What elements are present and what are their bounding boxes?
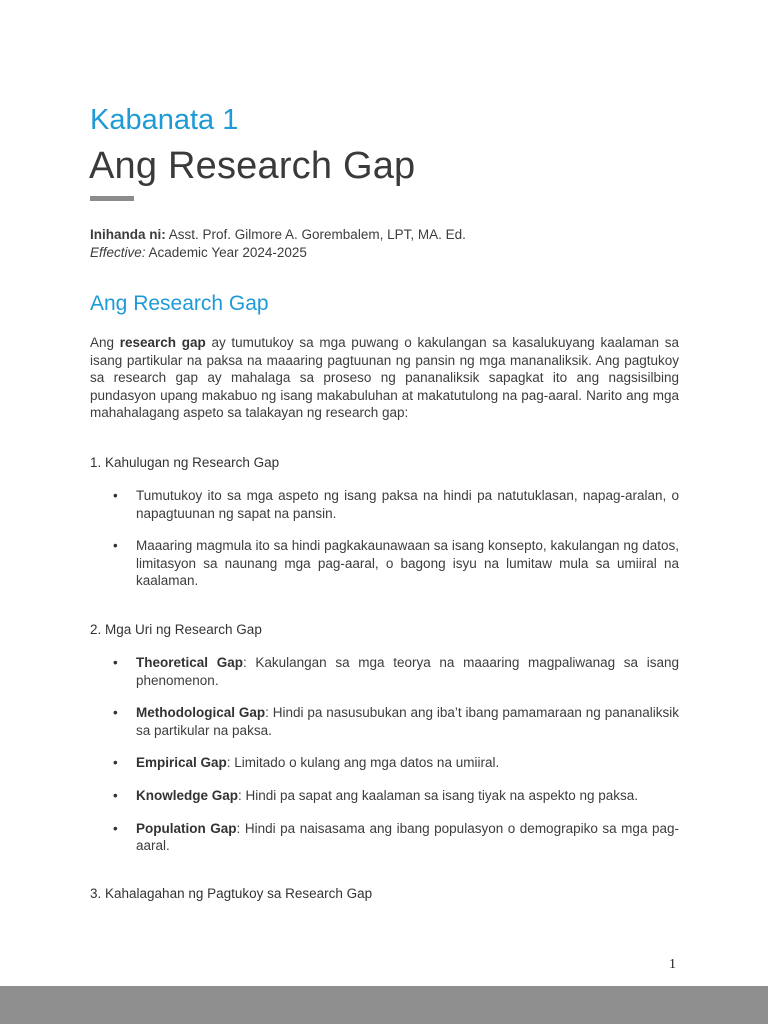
bullet-icon: •	[113, 755, 118, 771]
intro-post: ay tumutukoy sa mga puwang o kakulangan sa kasalukuyang kaalaman sa isang partikular na paksa na maaaring pagtuunan ng pansin ng mga mananaliksik. Ang pagtukoy sa research gap ay mahalaga sa proseso ng pananaliksik sapagkat ito ang nagsisilbing pundasyon upang makabuo ng isang makabuluhan at makatutulong na pag-aaral. Narito ang mga mahahalagang aspeto sa talakayan ng research gap:	[90, 335, 679, 421]
intro-term: research gap	[119, 335, 206, 350]
list-item	[113, 487, 679, 522]
chapter-label: Kabanata 1	[90, 104, 239, 136]
list-item-term: Theoretical Gap	[136, 655, 243, 670]
bullet-icon: •	[113, 820, 118, 836]
list-item-text: Maaaring magmula ito sa hindi pagkakaunawaan sa isang konsepto, kakulangan ng datos, limitasyon sa naunang mga pag-aaral, o bagong isyu na lumitaw mula sa umiiral na kaalaman.	[136, 538, 679, 589]
list-item	[113, 754, 679, 772]
list-item	[113, 704, 679, 739]
title-underline	[90, 196, 134, 201]
list-item-term: Methodological Gap	[136, 705, 266, 721]
list-item-term: Empirical Gap	[136, 755, 227, 771]
bullet-icon: •	[113, 655, 118, 670]
list-item	[113, 787, 679, 805]
subheading-kahulugan: 1. Kahulugan ng Research Gap	[90, 455, 280, 470]
bullet-icon: •	[113, 488, 118, 503]
subheading-kahalagahan: 3. Kahalagahan ng Pagtukoy sa Research Gap	[90, 886, 373, 901]
bullet-list-kahulugan	[113, 487, 679, 590]
bullet-list-mga-uri	[113, 654, 680, 855]
list-item	[113, 820, 680, 855]
list-item-text: : Hindi pa sapat ang kaalaman sa isang tiyak na aspekto ng paksa.	[238, 787, 639, 803]
list-item-term: Knowledge Gap	[136, 787, 239, 803]
list-item-text: Tumutukoy ito sa mga aspeto ng isang paksa na hindi pa natutuklasan, napag-aralan, o napagtuunan ng sapat na pansin.	[136, 488, 679, 521]
intro-pre: Ang	[90, 335, 120, 350]
list-item-term: Population Gap	[136, 820, 237, 836]
list-item	[113, 654, 679, 689]
effective-line	[90, 245, 307, 260]
prepared-by-line	[90, 227, 466, 242]
prepared-by-value: Asst. Prof. Gilmore A. Gorembalem, LPT, MA. Ed.	[165, 227, 466, 242]
effective-value: Academic Year 2024-2025	[145, 245, 307, 260]
footer-bar	[0, 986, 768, 1024]
subheading-mga-uri: 2. Mga Uri ng Research Gap	[90, 622, 262, 637]
prepared-by-label: Inihanda ni:	[90, 227, 166, 242]
bullet-icon: •	[113, 705, 118, 721]
list-item-text: : Limitado o kulang ang mga datos na umiiral.	[226, 755, 500, 771]
bullet-icon: •	[113, 787, 118, 803]
list-item	[113, 537, 679, 590]
section-title: Ang Research Gap	[90, 292, 269, 315]
list-item-text: : Hindi pa naisasama ang ibang populasyon o demograpiko sa mga pag-aaral.	[136, 820, 680, 854]
effective-label: Effective:	[90, 245, 146, 260]
list-item-text: : Kakulangan sa mga teorya na maaaring magpaliwanag sa isang phenomenon.	[136, 655, 679, 688]
intro-paragraph	[90, 334, 679, 422]
bullet-icon: •	[113, 538, 118, 554]
page-number: 1	[669, 957, 676, 972]
page-title: Ang Research Gap	[89, 145, 416, 187]
list-item-text: : Hindi pa nasusubukan ang iba’t ibang pamamaraan ng pananaliksik sa partikular na paksa.	[136, 705, 679, 738]
